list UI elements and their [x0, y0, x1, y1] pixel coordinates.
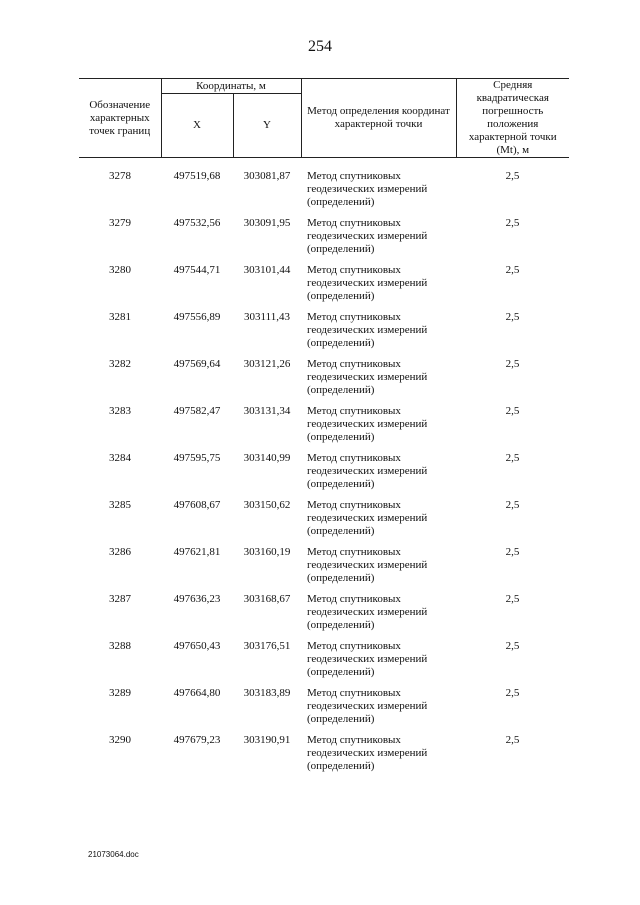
point-cell: 3281	[109, 311, 131, 323]
method-cell: Метод спутниковых геодезических измерений (определений)	[307, 734, 428, 772]
y-cell: 303176,51	[243, 640, 291, 652]
accuracy-cell: 2,5	[505, 217, 520, 229]
point-cell: 3284	[109, 452, 131, 464]
header-accuracy	[456, 79, 569, 158]
accuracy-cell: 2,5	[505, 311, 520, 323]
x-cell: 497608,67	[173, 499, 221, 511]
x-cell: 497679,23	[173, 734, 221, 746]
point-cell: 3289	[109, 687, 131, 699]
page-number: 254	[308, 38, 332, 55]
y-cell: 303131,34	[243, 405, 291, 417]
point-cell: 3283	[109, 405, 131, 417]
point-cell: 3286	[109, 546, 131, 558]
header-method: Метод определения координат характерной точки	[301, 79, 456, 158]
header-accuracy-text: Средняя квадратическая погрешность положения характерной точки (Mt), м	[468, 79, 557, 156]
point-cell: 3287	[109, 593, 131, 605]
method-cell: Метод спутниковых геодезических измерений (определений)	[307, 640, 428, 678]
x-cell: 497544,71	[173, 264, 221, 276]
table-row	[79, 452, 569, 499]
table-row	[79, 405, 569, 452]
x-cell: 497569,64	[173, 358, 221, 370]
method-cell: Метод спутниковых геодезических измерений (определений)	[307, 593, 428, 631]
method-cell: Метод спутниковых геодезических измерений (определений)	[307, 452, 428, 490]
method-cell: Метод спутниковых геодезических измерений (определений)	[307, 546, 428, 584]
accuracy-cell: 2,5	[505, 640, 520, 652]
accuracy-cell: 2,5	[505, 734, 520, 746]
accuracy-cell: 2,5	[505, 358, 520, 370]
method-cell: Метод спутниковых геодезических измерений (определений)	[307, 358, 428, 396]
x-cell: 497519,68	[173, 170, 221, 182]
accuracy-cell: 2,5	[505, 687, 520, 699]
point-cell: 3279	[109, 217, 131, 229]
point-cell: 3278	[109, 170, 131, 182]
header-x: X	[161, 94, 233, 158]
accuracy-cell: 2,5	[505, 499, 520, 511]
y-cell: 303081,87	[243, 170, 291, 182]
table-row	[79, 264, 569, 311]
table-row	[79, 217, 569, 264]
table-row	[79, 358, 569, 405]
y-cell: 303111,43	[244, 311, 290, 323]
x-cell: 497595,75	[173, 452, 221, 464]
method-cell: Метод спутниковых геодезических измерений (определений)	[307, 687, 428, 725]
method-cell: Метод спутниковых геодезических измерений (определений)	[307, 217, 428, 255]
accuracy-cell: 2,5	[505, 264, 520, 276]
method-cell: Метод спутниковых геодезических измерений (определений)	[307, 311, 428, 349]
y-cell: 303091,95	[243, 217, 291, 229]
point-cell: 3288	[109, 640, 131, 652]
x-cell: 497636,23	[173, 593, 221, 605]
accuracy-cell: 2,5	[505, 546, 520, 558]
point-cell: 3282	[109, 358, 131, 370]
x-cell: 497650,43	[173, 640, 221, 652]
method-cell: Метод спутниковых геодезических измерений (определений)	[307, 170, 428, 208]
table-row	[79, 593, 569, 640]
y-cell: 303140,99	[243, 452, 291, 464]
header-y: Y	[233, 94, 301, 158]
y-cell: 303101,44	[243, 264, 291, 276]
coordinates-table	[79, 78, 569, 781]
x-cell: 497532,56	[173, 217, 221, 229]
x-cell: 497582,47	[173, 405, 221, 417]
method-cell: Метод спутниковых геодезических измерений (определений)	[307, 264, 428, 302]
point-cell: 3290	[109, 734, 131, 746]
accuracy-cell: 2,5	[505, 593, 520, 605]
accuracy-cell: 2,5	[505, 170, 520, 182]
x-cell: 497556,89	[173, 311, 221, 323]
y-cell: 303121,26	[243, 358, 291, 370]
table-row	[79, 311, 569, 358]
table-row	[79, 687, 569, 734]
y-cell: 303183,89	[243, 687, 291, 699]
point-cell: 3285	[109, 499, 131, 511]
table-row	[79, 734, 569, 781]
table-row	[79, 546, 569, 593]
table-row	[79, 640, 569, 687]
header-coordinates: Координаты, м	[161, 79, 301, 94]
y-cell: 303160,19	[243, 546, 291, 558]
table-row	[79, 499, 569, 546]
file-name-footer: 21073064.doc	[88, 850, 139, 859]
method-cell: Метод спутниковых геодезических измерений (определений)	[307, 499, 428, 537]
header-point: Обозначение характерных точек границ	[79, 79, 161, 158]
y-cell: 303168,67	[243, 593, 291, 605]
accuracy-cell: 2,5	[505, 452, 520, 464]
x-cell: 497621,81	[173, 546, 221, 558]
accuracy-cell: 2,5	[505, 405, 520, 417]
y-cell: 303150,62	[243, 499, 291, 511]
x-cell: 497664,80	[173, 687, 221, 699]
y-cell: 303190,91	[243, 734, 291, 746]
table-body	[79, 158, 569, 782]
table-row	[79, 170, 569, 217]
point-cell: 3280	[109, 264, 131, 276]
method-cell: Метод спутниковых геодезических измерений (определений)	[307, 405, 428, 443]
